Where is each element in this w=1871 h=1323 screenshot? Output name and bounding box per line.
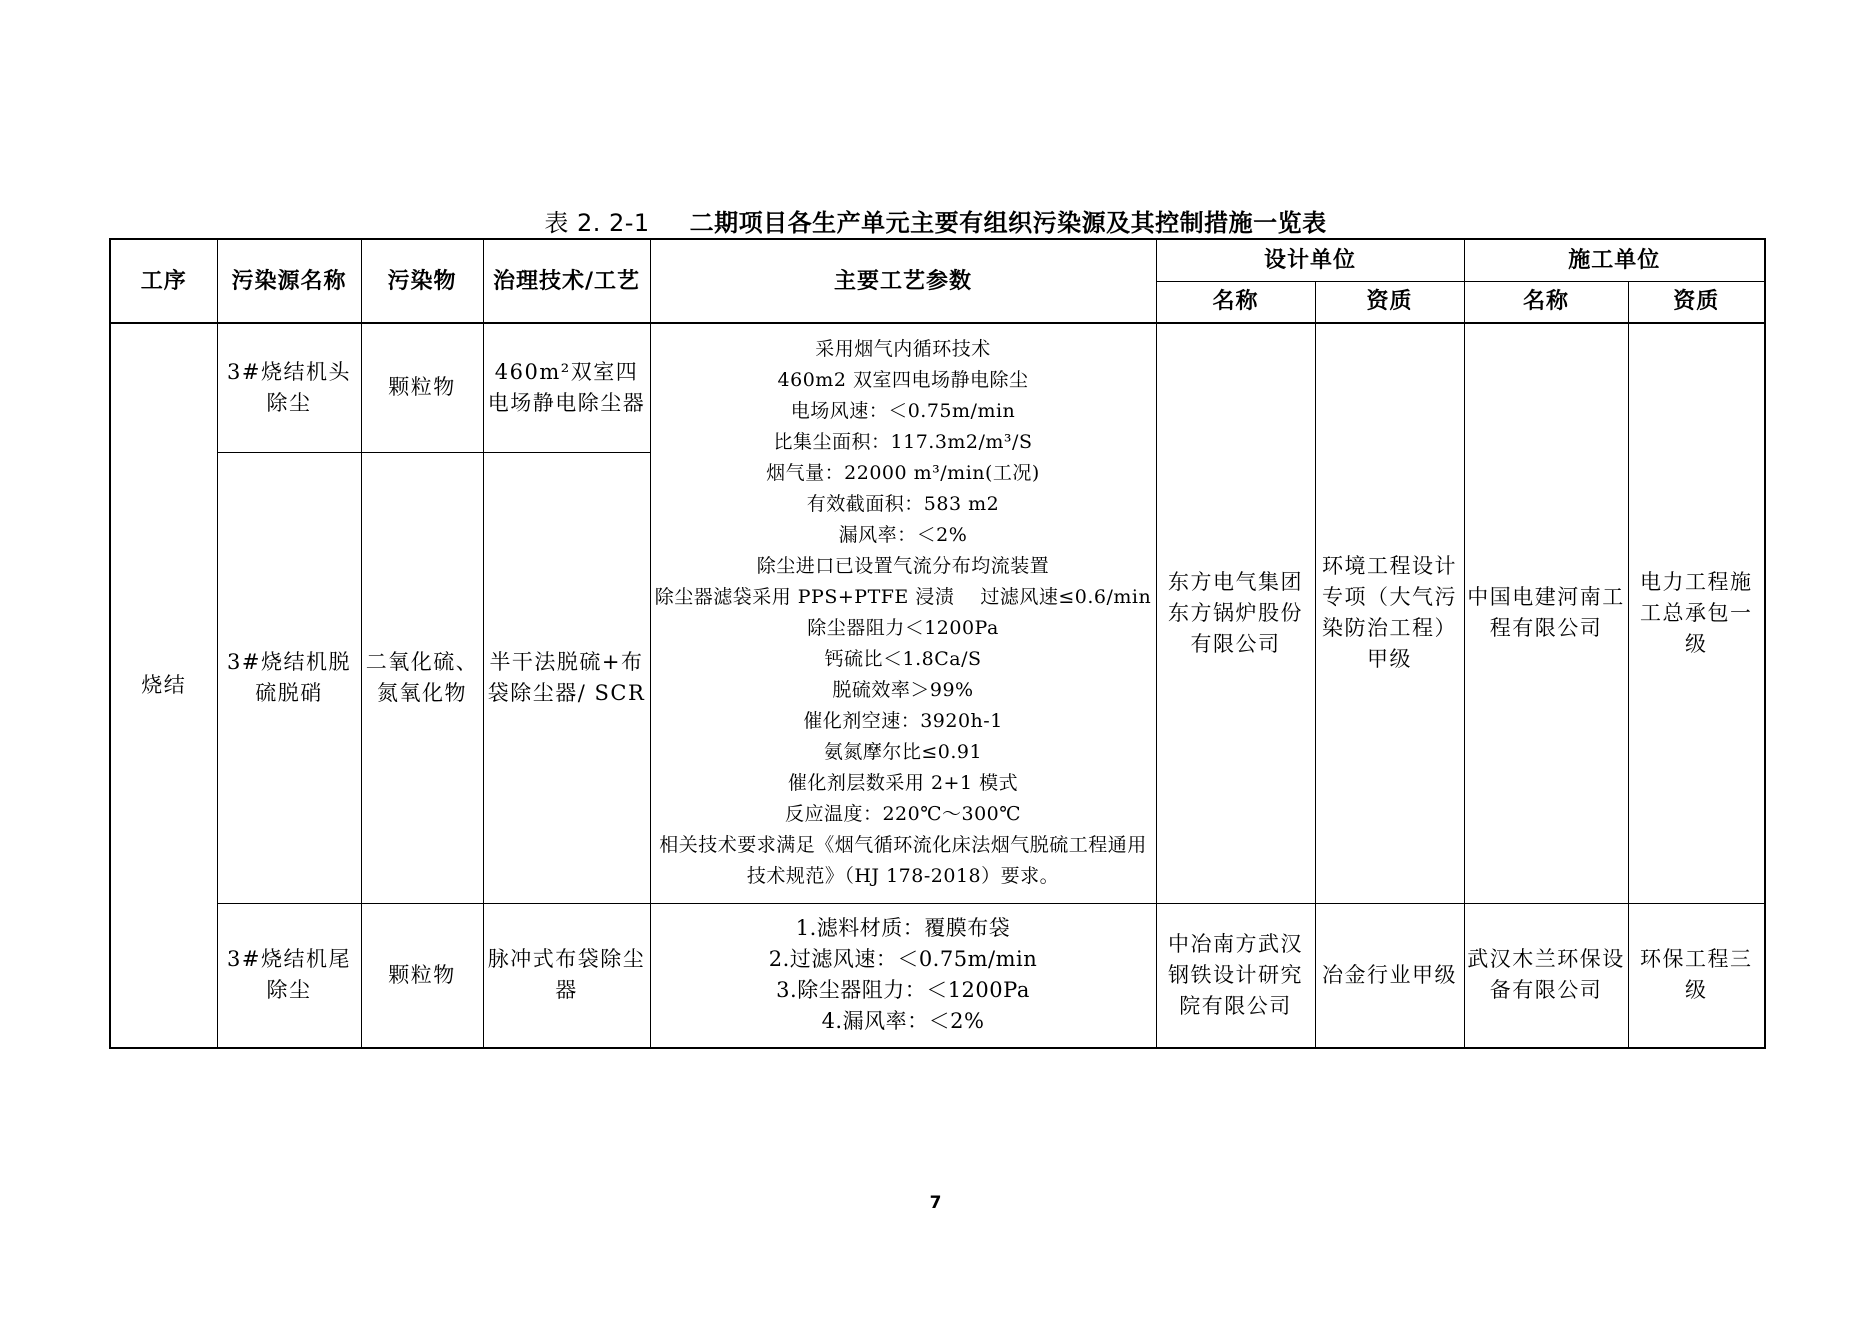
header-pollutant: 污染物 xyxy=(361,239,483,323)
params-cell xyxy=(650,323,1156,903)
param-line: 有效截面积：583 m2 xyxy=(806,493,1000,516)
construct-qual-cell xyxy=(1628,323,1765,903)
construct-name-cell xyxy=(1464,903,1628,1048)
param-line: 4.漏风率：＜2% xyxy=(821,1009,985,1034)
construct-name-cell xyxy=(1464,323,1628,903)
params-cell xyxy=(650,903,1156,1048)
design-qual-cell xyxy=(1315,323,1464,903)
param-line: 电场风速：＜0.75m/min xyxy=(790,400,1016,423)
pollutant-name: 颗粒物 xyxy=(388,962,456,987)
header-process: 工序 xyxy=(110,239,217,323)
construct-qual-cell xyxy=(1628,903,1765,1048)
construction-unit-qualification: 电力工程施工总承包一级 xyxy=(1640,569,1753,656)
param-line: 除尘器阻力＜1200Pa xyxy=(807,617,999,640)
header-construction-name: 名称 xyxy=(1464,281,1628,323)
param-line: 采用烟气内循环技术 xyxy=(815,338,991,361)
pollutant-cell xyxy=(361,452,483,903)
table-row xyxy=(110,903,1765,1048)
header-construction-unit: 施工单位 xyxy=(1464,239,1765,281)
param-line: 氨氮摩尔比≤0.91 xyxy=(823,741,983,764)
table-title: 二期项目各生产单元主要有组织污染源及其控制措施一览表 xyxy=(689,209,1327,237)
technology-cell xyxy=(483,452,650,903)
design-unit-name: 东方电气集团东方锅炉股份有限公司 xyxy=(1168,569,1303,656)
param-line: 460m2 双室四电场静电除尘 xyxy=(777,369,1029,392)
technology-cell xyxy=(483,323,650,452)
header-params: 主要工艺参数 xyxy=(650,239,1156,323)
design-unit-qualification: 冶金行业甲级 xyxy=(1322,962,1457,987)
table-row xyxy=(110,323,1765,452)
table-caption xyxy=(0,203,1871,238)
technology-cell xyxy=(483,903,650,1048)
table-header xyxy=(110,239,1765,323)
pollutant-name: 颗粒物 xyxy=(388,375,456,400)
design-unit-qualification: 环境工程设计专项（大气污染防治工程）甲级 xyxy=(1322,554,1457,672)
param-line: 除尘进口已设置气流分布均流装置 xyxy=(756,555,1050,578)
design-name-cell xyxy=(1156,903,1315,1048)
technology-name: 半干法脱硫+布袋除尘器/ SCR xyxy=(487,649,646,705)
param-line: 2.过滤风速：＜0.75m/min xyxy=(768,947,1038,972)
process-label: 烧结 xyxy=(141,673,187,697)
source-name: 3#烧结机头除尘 xyxy=(227,359,351,415)
param-line: 催化剂空速：3920h-1 xyxy=(803,710,1003,733)
header-design-name: 名称 xyxy=(1156,281,1315,323)
design-name-cell xyxy=(1156,323,1315,903)
param-line: 3.除尘器阻力：＜1200Pa xyxy=(776,978,1030,1003)
param-line: 反应温度：220℃～300℃ xyxy=(784,803,1022,826)
param-line: 催化剂层数采用 2+1 模式 xyxy=(787,772,1019,795)
technology-name: 脉冲式布袋除尘器 xyxy=(487,947,646,1003)
technology-name: 460m²双室四电场静电除尘器 xyxy=(487,359,646,415)
header-design-unit: 设计单位 xyxy=(1156,239,1464,281)
pollution-source-table xyxy=(109,238,1766,1049)
page-number: 7 xyxy=(929,1193,942,1213)
header-technology: 治理技术/工艺 xyxy=(483,239,650,323)
source-cell xyxy=(217,452,361,903)
source-cell xyxy=(217,903,361,1048)
source-cell xyxy=(217,323,361,452)
param-line: 除尘器滤袋采用 PPS+PTFE 浸渍 过滤风速≤0.6/min xyxy=(654,586,1152,609)
header-source-name: 污染源名称 xyxy=(217,239,361,323)
source-name: 3#烧结机脱硫脱硝 xyxy=(227,649,351,705)
header-construction-qualification: 资质 xyxy=(1628,281,1765,323)
construction-unit-name: 中国电建河南工程有限公司 xyxy=(1467,585,1625,641)
header-design-qualification: 资质 xyxy=(1315,281,1464,323)
design-qual-cell xyxy=(1315,903,1464,1048)
construction-unit-qualification: 环保工程三级 xyxy=(1640,947,1753,1003)
param-line: 脱硫效率＞99% xyxy=(832,679,974,702)
process-cell xyxy=(110,323,217,1048)
param-line: 相关技术要求满足《烟气循环流化床法烟气脱硫工程通用技术规范》（HJ 178-2018）要求。 xyxy=(659,834,1147,888)
param-line: 1.滤料材质：覆膜布袋 xyxy=(795,916,1011,941)
design-unit-name: 中冶南方武汉钢铁设计研究院有限公司 xyxy=(1168,931,1303,1018)
param-line: 漏风率：＜2% xyxy=(838,524,968,547)
pollutant-name: 二氧化硫、氮氧化物 xyxy=(365,649,479,705)
table-number: 表 2. 2-1 xyxy=(544,209,650,237)
pollutant-cell xyxy=(361,323,483,452)
param-line: 烟气量：22000 m³/min(工况) xyxy=(766,462,1040,485)
source-name: 3#烧结机尾除尘 xyxy=(227,947,351,1003)
construction-unit-name: 武汉木兰环保设备有限公司 xyxy=(1467,947,1625,1003)
param-line: 比集尘面积：117.3m2/m³/S xyxy=(773,431,1033,454)
pollutant-cell xyxy=(361,903,483,1048)
param-line: 钙硫比＜1.8Ca/S xyxy=(824,648,982,671)
